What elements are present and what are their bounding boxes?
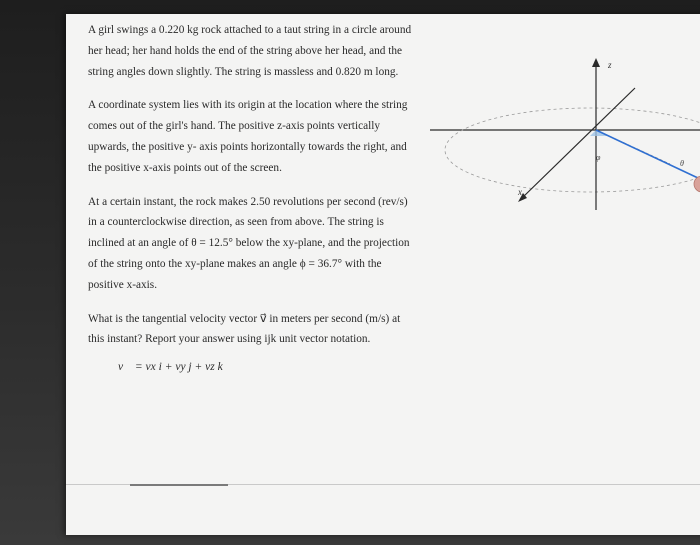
x-axis <box>522 88 635 198</box>
theta-label: θ <box>680 159 684 168</box>
divider-mark <box>130 484 228 486</box>
problem-instant: At a certain instant, the rock makes 2.50 revolutions per second (rev/s) in a counterclockwise direction, as seen from above. The string is inclined at an angle of θ = 12.5° below the xy-plane, and the projection of the string onto the xy-plane makes an angle ϕ = 36.7° with the positive x-axis. <box>88 195 410 291</box>
z-axis-label: z <box>608 60 612 70</box>
problem-question: What is the tangential velocity vector v⃗ in meters per second (m/s) at this instant? Report your answer using ijk unit vector notation. <box>88 312 401 346</box>
problem-coordinates: A coordinate system lies with its origin at the location where the string comes out of the girl's hand. The positive z-axis points vertically upwards, the positive y- axis points horizontally towards the right, and the positive x-axis points out of the screen. <box>88 99 408 174</box>
problem-intro: A girl swings a 0.220 kg rock attached to a taut string in a circle around her head; her hand holds the end of the string above her head, and the string angles down slightly. The string is massless and 0.820 m long. <box>88 24 412 78</box>
document-page <box>66 14 700 535</box>
z-axis-arrow <box>592 58 600 67</box>
x-axis-label: x <box>518 187 522 197</box>
coordinate-diagram <box>430 50 700 230</box>
problem-text <box>88 20 418 378</box>
velocity-formula: v⃗ = vx i + vy j + vz k <box>118 361 223 374</box>
rock <box>694 176 700 192</box>
rock-path <box>445 108 700 192</box>
phi-label: φ <box>596 153 601 162</box>
string-line <box>596 130 698 178</box>
